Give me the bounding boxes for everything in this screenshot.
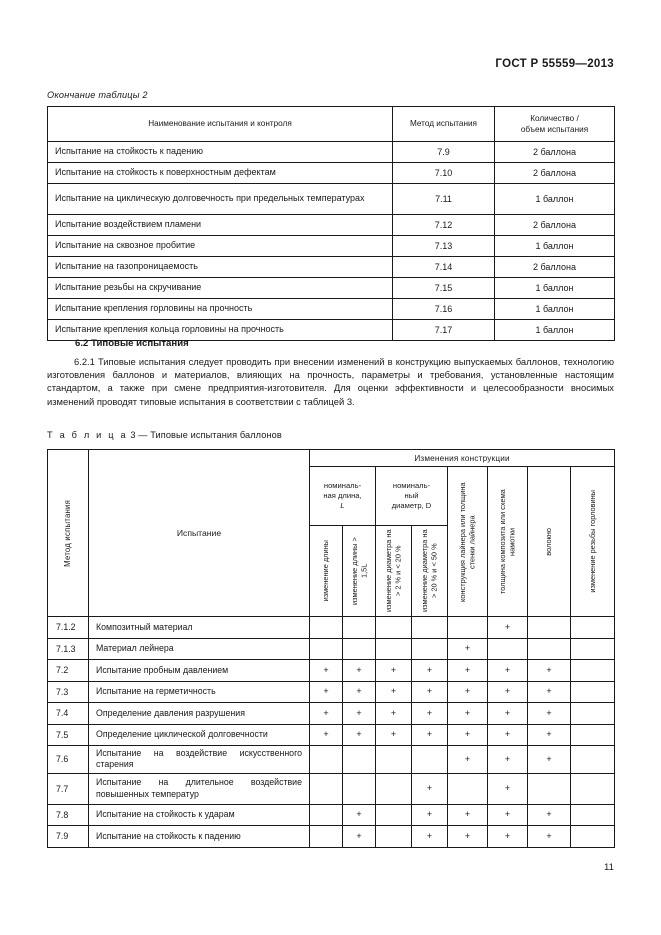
table3-header-row-1 <box>48 450 615 467</box>
section-heading: 6.2 Типовые испытания <box>75 338 189 349</box>
table3-subgroup-diameter-l2: ный <box>404 491 419 501</box>
table3-cell-mark <box>412 617 448 639</box>
table-row <box>48 299 615 320</box>
table-row <box>48 773 615 804</box>
table3-cell-mark <box>488 638 528 660</box>
table3-cell-mark <box>571 773 615 804</box>
table3-cell-method-code: 7.3 <box>48 681 89 703</box>
table3-header-thread-label: изменение резьбы горловины <box>587 490 597 593</box>
table-row <box>48 804 615 826</box>
table3-cell-test-name: Композитный материал <box>89 617 310 639</box>
table2-col-header-amount <box>495 107 615 142</box>
table3-cell-mark: + <box>448 724 488 746</box>
table3-cell-mark <box>376 804 412 826</box>
table3-cell-test-name: Испытание пробным давлением <box>89 660 310 682</box>
table-row <box>48 163 615 184</box>
table2-cell-name: Испытание воздействием пламени <box>48 215 393 236</box>
table3-cell-mark: + <box>412 826 448 848</box>
table3-cell-mark: + <box>343 660 376 682</box>
table3-cell-method-code: 7.4 <box>48 703 89 725</box>
table3-cell-mark: + <box>343 826 376 848</box>
table3-header-method <box>48 450 89 617</box>
table3-cell-mark: + <box>528 681 571 703</box>
table3-cell-test-name: Определение давления разрушения <box>89 703 310 725</box>
table3-cell-mark <box>310 617 343 639</box>
table3-header-len-change <box>310 526 343 617</box>
table3-cell-test-name: Материал лейнера <box>89 638 310 660</box>
table2-cell-amount: 1 баллон <box>495 299 615 320</box>
table3-cell-mark: + <box>448 703 488 725</box>
table-row <box>48 617 615 639</box>
table3-cell-mark: + <box>488 804 528 826</box>
table3-cell-mark <box>310 746 343 774</box>
table2-cell-name: Испытание крепления горловины на прочность <box>48 299 393 320</box>
table3-header-fiber-label: волокно <box>544 527 554 556</box>
table-row <box>48 278 615 299</box>
table3-cell-mark: + <box>528 746 571 774</box>
table2-header-row <box>48 107 615 142</box>
table3-cell-mark: + <box>488 826 528 848</box>
table3-cell-mark: + <box>448 660 488 682</box>
table3-cell-method-code: 7.1.3 <box>48 638 89 660</box>
table3-cell-mark <box>571 804 615 826</box>
table3-cell-method-code: 7.8 <box>48 804 89 826</box>
table2-cell-amount: 2 баллона <box>495 163 615 184</box>
table3-header-composite <box>488 467 528 617</box>
table3-cell-mark <box>412 638 448 660</box>
table-row <box>48 184 615 215</box>
table3-subgroup-length <box>310 467 376 526</box>
table3-cell-mark: + <box>412 773 448 804</box>
table3-cell-mark: + <box>528 804 571 826</box>
standard-number-header: ГОСТ Р 55559—2013 <box>495 58 614 70</box>
table3-cell-mark: + <box>343 681 376 703</box>
table3-cell-mark: + <box>310 681 343 703</box>
table3-header-thread <box>571 467 615 617</box>
table3-cell-mark <box>376 617 412 639</box>
table3-cell-mark: + <box>376 724 412 746</box>
table3-cell-mark <box>376 773 412 804</box>
table3-cell-test-name: Определение циклической долговечности <box>89 724 310 746</box>
table3-cell-mark: + <box>488 703 528 725</box>
table3-subgroup-diameter-l1: номиналь- <box>392 481 431 491</box>
table3-header-group: Изменения конструкции <box>310 450 615 467</box>
table3-cell-mark: + <box>448 638 488 660</box>
table2-cell-amount: 1 баллон <box>495 320 615 341</box>
table3-cell-mark: + <box>412 703 448 725</box>
table2-cell-method: 7.15 <box>393 278 495 299</box>
table3-cell-mark: + <box>488 617 528 639</box>
table2-cell-method: 7.16 <box>393 299 495 320</box>
table2-col-header-method: Метод испытания <box>393 107 495 142</box>
table3-cell-mark: + <box>448 826 488 848</box>
table3-cell-mark: + <box>448 804 488 826</box>
table3-cell-method-code: 7.1.2 <box>48 617 89 639</box>
table3-header-len-change-15l <box>343 526 376 617</box>
table3-cell-test-name: Испытание на воздействие искусственного старения <box>89 746 310 774</box>
table3-header-len-change-15l-label: изменение длины > 1,5L <box>349 537 368 605</box>
table3-cell-mark: + <box>448 681 488 703</box>
table-row <box>48 660 615 682</box>
table3-cell-mark: + <box>412 724 448 746</box>
table3-caption-text: — Типовые испытания баллонов <box>138 430 282 440</box>
table3-cell-mark <box>571 703 615 725</box>
table2-col-header-name: Наименование испытания и контроля <box>48 107 393 142</box>
table3-cell-mark: + <box>412 804 448 826</box>
table3-caption-number: 3 <box>130 430 136 440</box>
table3-cell-mark: + <box>528 660 571 682</box>
table3-cell-mark: + <box>343 724 376 746</box>
table3-cell-mark <box>571 681 615 703</box>
table3-cell-mark <box>343 617 376 639</box>
table3-cell-mark <box>448 773 488 804</box>
table3-cell-method-code: 7.6 <box>48 746 89 774</box>
table3-cell-mark <box>571 660 615 682</box>
table3-caption <box>47 430 282 440</box>
table3-cell-method-code: 7.5 <box>48 724 89 746</box>
table3-header-composite-label: толщина композита или схема намотки <box>498 489 517 594</box>
table2-cell-method: 7.12 <box>393 215 495 236</box>
table3-header-fiber <box>528 467 571 617</box>
page-number: 11 <box>604 862 614 873</box>
table3-cell-mark <box>571 638 615 660</box>
table3-cell-mark <box>528 617 571 639</box>
table2-cell-name: Испытание на стойкость к поверхностным дефектам <box>48 163 393 184</box>
table2-cell-amount: 1 баллон <box>495 236 615 257</box>
table2-cell-name: Испытание на стойкость к падению <box>48 142 393 163</box>
table3-cell-mark: + <box>528 703 571 725</box>
table-row <box>48 257 615 278</box>
table2-cell-method: 7.10 <box>393 163 495 184</box>
table-2 <box>47 106 615 341</box>
table3-cell-mark <box>376 746 412 774</box>
table3-subgroup-diameter-l3: диаметр, D <box>391 500 432 510</box>
table3-cell-mark: + <box>488 660 528 682</box>
table2-cell-method: 7.14 <box>393 257 495 278</box>
table3-header-dia-change-50 <box>412 526 448 617</box>
table2-col-header-amount-line2: объем испытания <box>520 125 589 134</box>
table3-cell-mark: + <box>448 746 488 774</box>
table3-cell-mark: + <box>310 703 343 725</box>
table2-cell-amount: 2 баллона <box>495 257 615 278</box>
table3-cell-test-name: Испытание на герметичность <box>89 681 310 703</box>
table3-cell-mark <box>310 804 343 826</box>
table3-cell-mark <box>528 638 571 660</box>
table3-cell-mark <box>571 826 615 848</box>
table-row <box>48 703 615 725</box>
table3-cell-method-code: 7.7 <box>48 773 89 804</box>
table2-cell-amount: 2 баллона <box>495 215 615 236</box>
table3-subgroup-diameter <box>376 467 448 526</box>
table3-header-dia-change-50-label: изменение диаметра на > 20 % и < 50 % <box>420 529 439 613</box>
table3-subgroup-length-l3: L <box>340 500 345 510</box>
table3-cell-mark: + <box>310 724 343 746</box>
table3-header-test: Испытание <box>89 450 310 617</box>
table3-cell-mark: + <box>488 746 528 774</box>
table-row <box>48 142 615 163</box>
table-row <box>48 638 615 660</box>
table3-cell-mark <box>310 826 343 848</box>
table3-cell-mark <box>343 746 376 774</box>
table3-cell-test-name: Испытание на стойкость к ударам <box>89 804 310 826</box>
table3-cell-mark: + <box>488 773 528 804</box>
table3-cell-mark: + <box>412 660 448 682</box>
table3-cell-mark <box>376 638 412 660</box>
table2-cell-name: Испытание на сквозное пробитие <box>48 236 393 257</box>
table3-cell-method-code: 7.2 <box>48 660 89 682</box>
table-row <box>48 746 615 774</box>
table2-cell-amount: 1 баллон <box>495 278 615 299</box>
table3-header-liner-label: конструкция лайнера или толщина стенки лайнера <box>458 481 477 602</box>
table2-cell-method: 7.17 <box>393 320 495 341</box>
table3-cell-mark: + <box>528 826 571 848</box>
table2-cell-name: Испытание крепления кольца горловины на прочность <box>48 320 393 341</box>
section-paragraph: 6.2.1 Типовые испытания следует проводить при внесении изменений в конструкцию выпускаемых баллонов, технологию изготовления баллонов и материалов, влияющих на прочность, параметры и требования, установленные настоящим стандартом, а также при смене предприятия-изготовителя. Для оценки эффективности и целесообразности вносимых изменений проводят типовые испытания в соответствии с таблицей 3. <box>47 356 614 407</box>
table3-cell-mark <box>448 617 488 639</box>
table2-col-header-amount-line1: Количество / <box>530 113 579 123</box>
table3-cell-mark <box>571 746 615 774</box>
table-row <box>48 826 615 848</box>
table3-cell-mark <box>571 724 615 746</box>
table3-cell-mark <box>310 638 343 660</box>
table2-cell-amount: 2 баллона <box>495 142 615 163</box>
table2-cell-method: 7.9 <box>393 142 495 163</box>
table2-cell-method: 7.13 <box>393 236 495 257</box>
table-row <box>48 681 615 703</box>
table3-subgroup-length-l1: номиналь- <box>323 481 362 491</box>
table3-header-len-change-label: изменение длины <box>321 540 331 602</box>
table3-cell-method-code: 7.9 <box>48 826 89 848</box>
table3-cell-mark: + <box>376 660 412 682</box>
table2-cell-name: Испытание на циклическую долговечность при предельных температурах <box>48 184 393 215</box>
table3-cell-mark: + <box>412 681 448 703</box>
table3-cell-mark <box>412 746 448 774</box>
table3-cell-mark: + <box>343 804 376 826</box>
table3-cell-mark <box>528 773 571 804</box>
table3-cell-mark: + <box>488 724 528 746</box>
table3-header-dia-change-20-label: изменение диаметра на > 2 % и < 20 % <box>384 529 403 613</box>
table3-cell-mark <box>310 773 343 804</box>
table3-cell-test-name: Испытание на стойкость к падению <box>89 826 310 848</box>
table-row <box>48 724 615 746</box>
table3-cell-mark <box>571 617 615 639</box>
table3-cell-mark: + <box>343 703 376 725</box>
table2-caption: Окончание таблицы 2 <box>47 90 148 100</box>
table3-header-liner <box>448 467 488 617</box>
table3-subgroup-length-l2: ная длина, <box>323 491 362 501</box>
table3-cell-mark: + <box>310 660 343 682</box>
table3-cell-mark: + <box>376 703 412 725</box>
table3-cell-mark: + <box>528 724 571 746</box>
table2-cell-amount: 1 баллон <box>495 184 615 215</box>
table-row <box>48 215 615 236</box>
table3-cell-test-name: Испытание на длительное воздействие повышенных температур <box>89 773 310 804</box>
table3-header-method-label: Метод испытания <box>63 499 73 567</box>
table2-cell-method: 7.11 <box>393 184 495 215</box>
table3-cell-mark <box>376 826 412 848</box>
table3-cell-mark <box>343 773 376 804</box>
table-3 <box>47 449 615 848</box>
table3-cell-mark <box>343 638 376 660</box>
table3-cell-mark: + <box>488 681 528 703</box>
table-row <box>48 236 615 257</box>
table2-cell-name: Испытание резьбы на скручивание <box>48 278 393 299</box>
table3-header-dia-change-20 <box>376 526 412 617</box>
table3-caption-prefix: Т а б л и ц а <box>47 430 128 440</box>
table3-cell-mark: + <box>376 681 412 703</box>
table2-cell-name: Испытание на газопроницаемость <box>48 257 393 278</box>
